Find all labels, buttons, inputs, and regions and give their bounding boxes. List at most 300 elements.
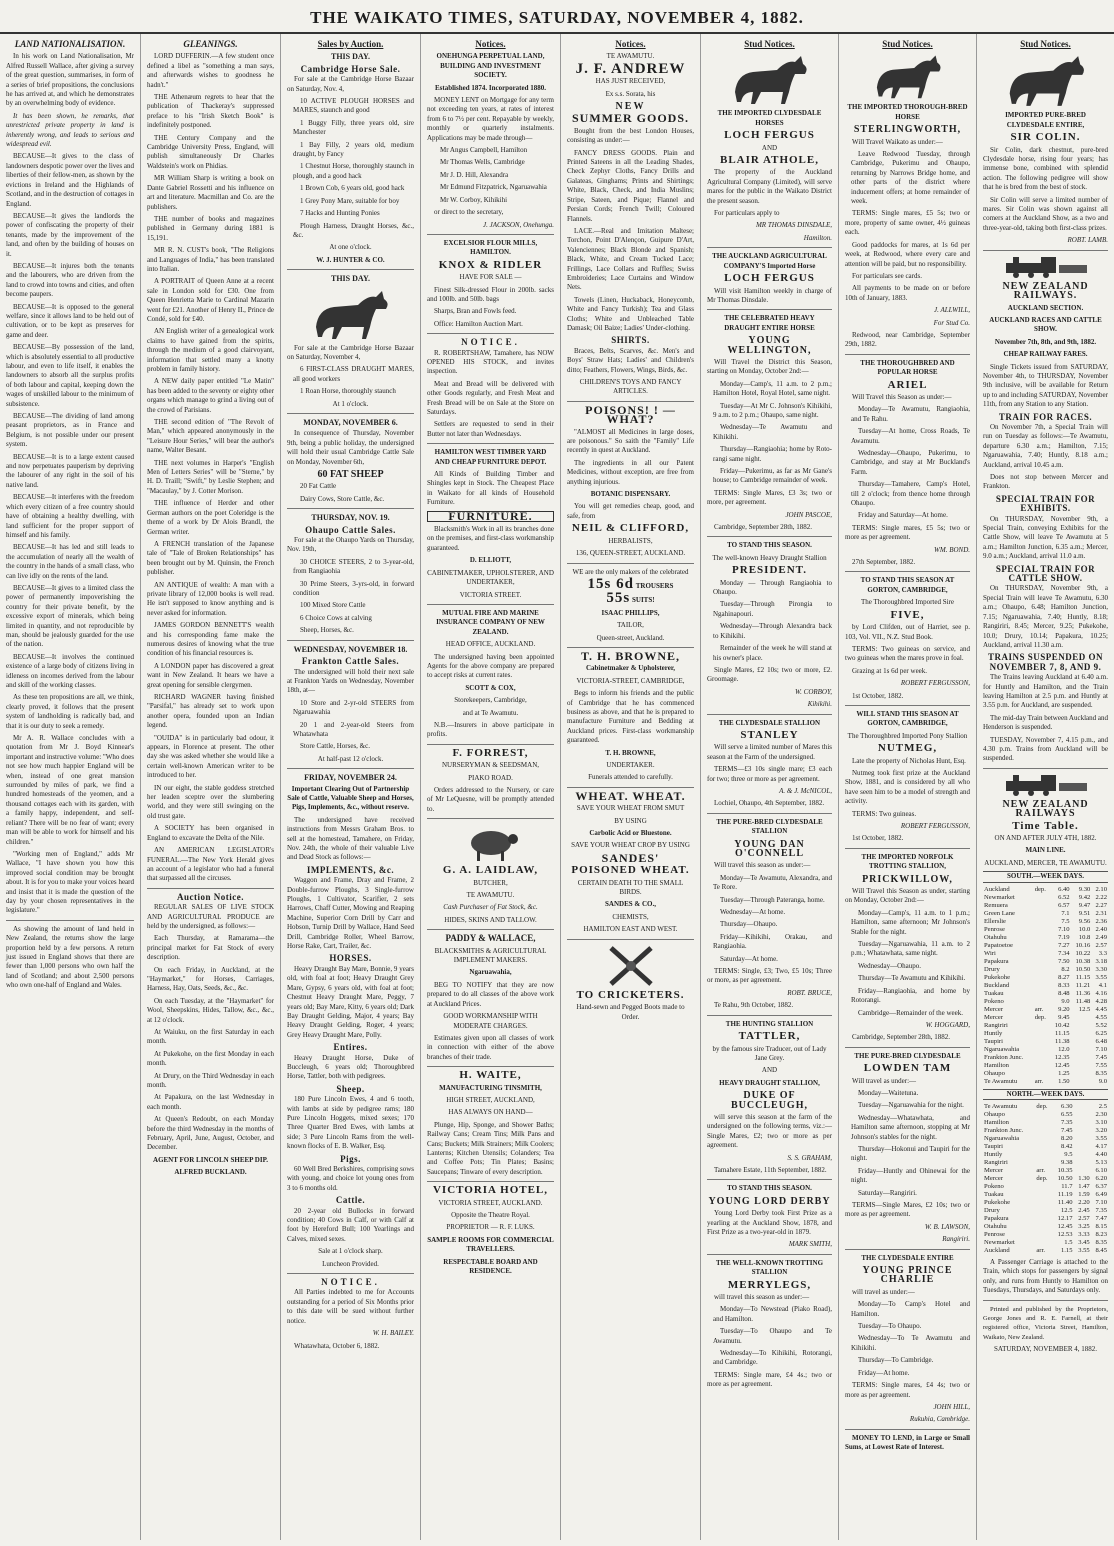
table-cell (1034, 990, 1050, 998)
table-cell: Papakura (984, 957, 1009, 965)
paragraph: Grazing at 1s 6d per week. (852, 666, 928, 675)
table-cell: 1.15 (1060, 1247, 1073, 1255)
table-row (983, 1159, 1108, 1167)
table-cell (1035, 1127, 1052, 1135)
table-cell: 12.45 (1057, 1223, 1073, 1231)
list-item: At Pukekohe, on the first Monday in each month. (147, 1049, 274, 1068)
list-item: Thursday—Tamahere, Camp's Hotel, till 2 o'clock; from thence home through Ohaupo. (851, 480, 970, 508)
signature: J. JACKSON, Onehunga. (483, 220, 554, 229)
note-line: Funerals attended to carefully. (588, 773, 673, 782)
table-cell: Mercer (984, 1175, 1004, 1183)
table-cell (1035, 1159, 1052, 1167)
table-cell: 9.47 (1078, 901, 1091, 909)
paragraph: Begs to inform his friends and the public of Cambridge that he has commenced business as above, and that he is prepared to manufacture Furniture and Bedding at Auckland prices. First-class workmanship guaranteed. (567, 689, 694, 745)
section-heading: Notices. (475, 39, 506, 49)
column-stud-and-railways (976, 34, 1114, 1540)
table-cell (1034, 974, 1050, 982)
stud-heading: TO STAND THIS SEASON. (727, 541, 812, 550)
paragraph: Braces, Belts, Scarves, &c. Men's and Boys' Straw Hats; Ladies' and Children's ditto; Feathers, Flowers, Wings, Birds, &c. (567, 346, 694, 374)
table-row (983, 1239, 1108, 1247)
table-cell (1034, 934, 1050, 942)
table-cell: 11.48 (1075, 997, 1091, 1005)
stud-heading: THE IMPORTED THOROUGH-BRED HORSE (847, 103, 968, 121)
list-item: Monday—To Newstead (Piako Road), and Hamilton. (713, 1305, 832, 1323)
table-cell: Huntly (984, 1151, 1003, 1159)
list-item: A NEW daily paper entitled "Le Matin" has been added to the seventy or eighty other organs which manage to grind a living out of the crowd of Parisians. (147, 377, 274, 414)
table-cell: 2.27 (1095, 901, 1107, 909)
note-line: CERTAIN DEATH TO THE SMALL BIRDS. (577, 878, 684, 897)
trousers-label: TROUSERS (635, 581, 674, 590)
table-cell: 8.23 (1095, 1231, 1107, 1239)
sale-heading: Ohaupo Cattle Sales. (305, 524, 396, 535)
table-cell: Drury (984, 1207, 1000, 1215)
paragraph: For sale at the Ohaupo Yards on Thursday, Nov. 19th, (287, 536, 414, 554)
sheep-engraving-icon (461, 823, 521, 863)
table-cell: 11.36 (1075, 989, 1091, 997)
paragraph: by Lord Clifden, out of Harriet, see p. 103, Vol. VII., N.Z. Stud Book. (845, 623, 970, 641)
agent-line: AGENT FOR LINCOLN SHEEP DIP. (153, 1155, 268, 1164)
itinerary-list (707, 579, 832, 663)
horse-name: YOUNG PRINCE CHARLIE (862, 1265, 953, 1286)
list-item: Thursday—Rangiaohia; home by Roto-rangi same night. (713, 445, 832, 463)
table-cell: 5.13 (1095, 1159, 1107, 1167)
table-cell: 9.51 (1078, 909, 1091, 917)
table-cell: 9.30 (1078, 885, 1091, 893)
notice-heading: NOTICE. (461, 337, 520, 348)
table-cell: 3.3 (1098, 949, 1107, 957)
terms-line: TERMS: Single mare, £4 4s.; two or more as per agreement. (707, 1370, 832, 1389)
signature: ROBERT FERGUSSON, (900, 822, 970, 830)
signature: J. ALLWILL, (934, 306, 970, 315)
list-item: A LONDON paper has discovered a great want in New Zealand. It hears we have a great opening for sensible clergymen. (147, 661, 274, 689)
table-cell: arr. (1034, 1077, 1044, 1085)
paragraph: Will serve a limited number of Mares this season at the Farm of the undersigned. (707, 743, 832, 761)
paragraph: BEG TO NOTIFY that they are now prepared to do all classes of the above work at Auckland Prices. (427, 980, 554, 1008)
horse-name: LOCH FERGUS (724, 129, 815, 142)
itinerary-list (845, 909, 970, 1018)
table-cell (1034, 950, 1050, 958)
table-row (983, 1167, 1108, 1175)
table-cell (1035, 1191, 1052, 1199)
list-item: Wednesday—Ohaupo, Pukerimu, to Cambridge, and stay at Mr Buckland's Farm. (851, 449, 970, 476)
paragraph: In his work on Land Nationalisation, Mr Alfred Russell Wallace, after giving a survey of the great question, summarises, in form of a series of brief propositions, the conclusions he has arrived at, and which he demonstrates by an overwhelming body of evidence. (6, 52, 134, 108)
note-line: Hand-sewn and Pegged Boots made to Order. (576, 1003, 685, 1021)
table-cell: 7.10 (1095, 1199, 1107, 1207)
horse-name: LOWDEN TAM (863, 1062, 952, 1075)
table-cell (1035, 1231, 1052, 1239)
signature: ALFRED BUCKLAND. (174, 1168, 247, 1177)
note-line: Carbolic Acid or Bluestone. (589, 829, 672, 838)
table-cell: 8.33 (1058, 981, 1070, 989)
railways-heading: NEW ZEALAND RAILWAYS. (1002, 280, 1089, 302)
table-cell (1071, 1046, 1092, 1054)
list-item: THE second edition of "The Revolt of Man," which appeared anonymously in the "Leisure Hour Series," will bear the author's name, Walter Besant. (147, 418, 274, 455)
table-cell: 12.45 (1054, 1061, 1070, 1069)
address-line: HAMILTON EAST AND WEST. (583, 925, 678, 934)
signature: WM. BOND. (934, 545, 970, 554)
list-item: Remainder of the week he will stand at his owner's place. (713, 644, 832, 662)
table-cell: 10.50 (1057, 1175, 1073, 1183)
paragraph: Sir Colin, dark chestnut, pure-bred Clydesdale horse, rising four years; has immense bone, combined with splendid action. The following pedigree will show that he is bred from the best of stock. (983, 145, 1108, 192)
table-cell: Pokeno (984, 1183, 1004, 1191)
table-cell: 12.17 (1057, 1215, 1073, 1223)
table-cell: 8.48 (1058, 989, 1070, 997)
paragraph: BECAUSE—It interferes with the freedom which every citizen of a free country should have of obtaining a healthy dwelling, with land sufficient for the proper support of himself and his family. (6, 493, 134, 539)
paragraph: Will Travel Waikato as under:— (852, 137, 943, 146)
table-cell: 4.45 (1095, 1005, 1107, 1013)
paragraph: will travel this season as under:— (714, 1293, 810, 1302)
paragraph: On November 7th, a Special Train will run on Tuesday as follows:—Te Awamutu, departure 6.30 a.m.; Hamilton, 7.15; Ngaruawahia, 7.40; Huntly, 8.18 a.m.; Auckland, arrival 10.45 a.m. (983, 422, 1108, 469)
paragraph: As these ten propositions are all, we think, clearly proved, it follows that the present system of landholding is radically bad, and that it is our duty to seek a remedy. (6, 693, 134, 730)
list-item: MR William Sharp is writing a book on Dante Gabriel Rossetti and his influence on art and literature. Macmillan and Co. are the publishers. (147, 174, 274, 211)
column-land-nationalisation (0, 34, 140, 1540)
table-cell: 8.20 (1060, 1135, 1073, 1143)
paragraph: FANCY DRESS GOODS. Plain and Printed Sateens in all the Leading Shades, Check Zephyr Cloths, Fancy Drills and Galateas, Ginghams; Prints and Shirtings; White, Black, Check, and India Muslins; Stripe, Sateen, and Pique; Flannel and Persian Cords; French Twill; Coloured Flannels. (567, 148, 694, 223)
table-cell (1034, 902, 1050, 910)
paragraph: Does not stop between Mercer and Frankton. (983, 473, 1108, 491)
table-cell: Ohaupo (984, 1069, 1005, 1077)
locomotive-icon (1001, 255, 1091, 279)
firm-name: H. WAITE, (459, 1069, 522, 1082)
horse-name: NUTMEG, (877, 742, 938, 755)
stud-heading: THE PURE-BRED CLYDESDALE STALLION (716, 817, 823, 836)
table-cell: Huntly (984, 1029, 1003, 1037)
address-line: and at Te Awamutu. (462, 708, 519, 717)
paragraph: Orders addressed to the Nursery, or care of Mr LeQuesne, will be promptly attended to. (427, 786, 554, 813)
firm-name: T. H. BROWNE, (605, 748, 656, 757)
terms-line: TERMS—Single Mares, £2 10s; two or more as per agreement. (845, 1201, 970, 1219)
table-row (983, 990, 1108, 998)
paragraph: Bought from the best London Houses, consisting as under:— (567, 126, 694, 145)
paragraph: The property of the Auckland Agricultural Company (Limited), will serve mares for the public in the Waikato District the present season. (707, 168, 832, 205)
lot-list (287, 699, 414, 752)
stud-heading: THE AUCKLAND AGRICULTURAL COMPANY'S Imported Horse (712, 252, 827, 270)
paragraph: Will travel this season as under:— (714, 861, 811, 870)
table-cell (1074, 1127, 1091, 1135)
table-cell (1034, 926, 1050, 934)
table-cell: 6.40 (1058, 885, 1070, 893)
agent-list (427, 146, 554, 205)
table-cell: 10.35 (1057, 1167, 1073, 1175)
note-line: For Stud Co. (933, 318, 970, 327)
sale-heading: Cambridge Horse Sale. (300, 63, 401, 74)
itinerary-list (845, 1300, 970, 1378)
list-item: AN English writer of a genealogical work claims to have gained from the spirits, through the medium of a good clairvoyant, information that settled many a knotty problem in family history. (147, 327, 274, 373)
paragraph: R. ROBERTSHAW, Tamahere, has NOW OPENED HIS STOCK, and invites inspection. (427, 348, 554, 376)
lot-heading: Sheep. (336, 1083, 365, 1094)
table-cell (1034, 966, 1050, 974)
imprint: Printed and published by the Proprietors, George Jones and R. E. Farnell, at their registered office, Victoria Street, Hamilton, Waikato, New Zealand. (983, 1305, 1108, 1341)
table-cell (1074, 1111, 1091, 1119)
table-cell: 8.35 (1095, 1069, 1107, 1077)
table-cell: Ngaruawahia (984, 1135, 1020, 1143)
trousers-price: 15s 6d (587, 575, 634, 592)
list-item: A PORTRAIT of Queen Anne at a recent sale in London sold for £30. One from Queen Henrietta Marie to Cardinal Mazarin went for £21. Another of Henry II., Prince de Condé, sold for £40. (147, 277, 274, 323)
table-row (983, 1006, 1108, 1014)
table-row (983, 1175, 1108, 1183)
stud-heading: THE THOROUGHBRED AND POPULAR HORSE (860, 358, 955, 377)
horse-name: DUKE OF BUCCLEUGH, (731, 1090, 808, 1111)
direction-heading: NORTH.—WEEK DAYS. (983, 1089, 1108, 1100)
list-item: Friday—Rangiaohia, and home by Rotorangi. (851, 986, 970, 1005)
table-cell: Mercer (984, 1005, 1004, 1013)
lot-list (287, 97, 414, 240)
table-cell: Hamilton (984, 1061, 1009, 1069)
paragraph: On THURSDAY, November 9th, a Special Train, conveying Exhibits for the Cattle Show, will leave Te Awamutu at 5 a.m.; Hamilton Junction, 6.35 a.m.; Mercer, 9.0 a.m.; Auckland, arrival 11.0 a.m. (983, 514, 1108, 561)
table-row (983, 950, 1108, 958)
horse-name: SIR COLIN. (1010, 131, 1081, 144)
gleanings-list (147, 52, 274, 883)
hotel-name: VICTORIA HOTEL, (432, 1184, 549, 1197)
line-heading: MAIN LINE. (1025, 846, 1066, 855)
list-item: 30 CHOICE STEERS, 2 to 3-year-old, from Rangiaohia (293, 557, 414, 576)
note-line: The Thoroughbred Imported Pony Stallion (847, 731, 968, 740)
list-item: 1 Roan Horse, thoroughly staunch (300, 387, 396, 396)
itinerary-list (845, 405, 970, 520)
table-row (983, 910, 1108, 918)
horse-engraving-icon (868, 52, 948, 100)
paragraph: Will travel as under:— (852, 1076, 917, 1085)
society-name: ONEHUNGA PERPETUAL LAND, BUILDING AND INVESTMENT SOCIETY. (436, 52, 545, 80)
signature: S. S. GRAHAM, (787, 1153, 832, 1162)
table-cell: Auckland (984, 1247, 1010, 1255)
section-heading: Notices. (615, 39, 646, 49)
trade-line: BUTCHER, (473, 878, 508, 887)
address-line: VICTORIA STREET. (459, 590, 522, 599)
stud-heading: HEAVY DRAUGHT STALLION, (719, 1078, 820, 1087)
lot-list (287, 482, 414, 504)
list-item: Tuesday—Ngaruawahia for the night. (858, 1101, 964, 1110)
list-item: THE next volumes in Harper's "English Men of Letters Series" will be "Sterne," by H. D. Traill; "Swift," by Leslie Stephen; and "Macaulay," by J. Cotter Morison. (147, 458, 274, 495)
horse-name: BLAIR ATHOLE, (720, 154, 819, 167)
paragraph: Good paddocks for mares, at 1s 6d per week, at Redwood, where every care and attention will be paid, but no responsibility. (845, 240, 970, 268)
note-line: PROPRIETOR — R. F. LUKS. (446, 1223, 535, 1232)
list-item: 10 ACTIVE PLOUGH HORSES and MARES, staunch and good (293, 97, 414, 115)
table-cell: 1.5 (1064, 1239, 1073, 1247)
table-cell: 3.30 (1095, 965, 1107, 973)
list-item: 30 Prime Steers, 3-yrs-old, in forward condition (293, 579, 414, 598)
table-row (983, 1054, 1108, 1062)
table-cell: 7.5 (1061, 917, 1070, 925)
table-cell: 11.15 (1075, 973, 1091, 981)
paragraph: BECAUSE—By possession of the land, which is absolutely essential to all productive labour, and even to life itself, it enables the landowners to absorb all the surplus profits of both labour and capital, keeping down the wages of unskilled labour to the minimum of subsistence. (6, 343, 134, 408)
paragraph: All Parties indebted to me for Accounts outstanding for a period of Six Months prior to this date will be sued without further notice. (287, 1288, 414, 1325)
list-item: Saturday—Rangiriri. (858, 1188, 917, 1197)
table-cell: 7.45 (1060, 1127, 1073, 1135)
stud-heading: THE PURE-BRED CLYDESDALE (854, 1051, 961, 1060)
train-heading: SPECIAL TRAIN FOR EXHIBITS. (995, 493, 1096, 514)
table-cell (1035, 1183, 1052, 1191)
paragraph: BECAUSE—It injures both the tenants and the labourers, who are driven from the land to crowd into towns and cities, and often become paupers. (6, 261, 134, 299)
paragraph: Towels (Linen, Huckaback, Honeycomb, White and Fancy Turkish); Tea and Glass Cloths; White and Unbleached Table Damask; Oil Baize; Ladies' Under-clothing. (567, 295, 694, 332)
note-line: BY USING (614, 816, 647, 825)
table-row (983, 998, 1108, 1006)
table-cell: Pukekohe (984, 973, 1011, 981)
paragraph: Estimates given upon all classes of work in connection with either of the above branches of their trade. (427, 1033, 554, 1061)
table-cell: 2.5 (1098, 1103, 1107, 1111)
table-cell: 9.42 (1078, 893, 1091, 901)
table-cell: 3.55 (1095, 973, 1107, 981)
signature: W. H. BAILEY. (372, 1329, 414, 1338)
timetable-heading: Time Table. (1012, 819, 1079, 832)
table-row (983, 1078, 1108, 1086)
stud-heading: WILL STAND THIS SEASON AT GORTON, CAMBRIDGE, (856, 709, 959, 728)
table-row (983, 1014, 1108, 1022)
table-cell: 6.10 (1095, 1167, 1107, 1175)
table-cell (1071, 1038, 1092, 1046)
trade-line: UNDERTAKER. (606, 761, 655, 769)
note-line: Opposite the Theatre Royal. (451, 1211, 530, 1219)
table-cell: 8.27 (1058, 973, 1070, 981)
stud-heading: THE CLYDESDALE STALLION (718, 718, 821, 727)
table-cell: Tuakau (984, 1191, 1004, 1199)
paragraph: The mid-day Train between Auckland and Henderson is suspended. (983, 713, 1109, 732)
table-cell: Tuakau (984, 989, 1004, 997)
table-row (983, 1127, 1108, 1135)
horse-name: ARIEL (887, 378, 928, 391)
table-cell: 9.38 (1060, 1159, 1073, 1167)
list-item: Tuesday—At Mr C. Johnson's Kihikihi, 9 a.m. to 2 p.m.; Ohaupo, same night. (713, 401, 832, 419)
stud-heading: THE IMPORTED NORFOLK TROTTING STALLION, (861, 852, 954, 871)
signature: JOHN HILL, (933, 1402, 970, 1411)
table-cell: 9.0 (1061, 997, 1070, 1005)
list-item: 20 Fat Cattle (300, 482, 337, 491)
table-cell: 2.40 (1095, 925, 1107, 933)
signature: ROBT. BRUCE, (787, 988, 832, 997)
table-cell: Drury (984, 965, 1000, 973)
paragraph: Sharps, Bran and Fowls feed. (434, 307, 517, 316)
table-row (983, 1215, 1108, 1223)
note-line: Ex s.s. Sorata, his (605, 89, 656, 98)
table-cell: 7.27 (1058, 941, 1070, 949)
table-cell (1034, 1046, 1050, 1054)
table-cell: 10.22 (1075, 949, 1091, 957)
note-line: The well-known Heavy Draught Stallion (712, 553, 827, 562)
column-stud-notices-1 (700, 34, 838, 1540)
trade-line: CHEMISTS, (612, 912, 649, 921)
table-cell: 12.5 (1060, 1207, 1073, 1215)
note-line: The Thoroughbred Imported Sire (861, 598, 954, 607)
lot-list (287, 558, 414, 636)
paragraph: On THURSDAY, November 9th, a Special Train will leave Te Awamutu, 6.30 a.m.; Ohaupo, 6.48; Hamilton Junction, 7.15; Ngaruawahia, 7.40; Huntly, 8.18; Rangiriri, 8.45; Mercer, 9.25; Pukekohe, 10.0; Drury, 10.14; Papakura, 10.25; Auckland, arrival 11.30 a.m. (983, 584, 1108, 649)
table-cell: 1.30 (1078, 1175, 1090, 1183)
list-item: Wednesday—To Kihikihi, Rotorangi, and Cambridge. (713, 1349, 832, 1367)
table-cell: 12.35 (1054, 1053, 1070, 1061)
table-cell: 2.20 (1078, 1199, 1090, 1207)
note-line: AND (761, 1066, 778, 1075)
paragraph: Finest Silk-dressed Flour in 200lb. sacks and 100lb. and 50lb. bags (427, 285, 554, 303)
table-cell (1071, 1022, 1092, 1030)
table-row (983, 1183, 1108, 1191)
auction-heading: Auction Notice. (177, 891, 244, 902)
lot-headline: 60 FAT SHEEP (317, 469, 384, 480)
lot-heading: HORSES. (329, 953, 372, 964)
table-cell: Taupiri (984, 1143, 1003, 1151)
table-cell: 2.31 (1095, 909, 1107, 917)
address-line: VICTORIA-STREET, CAMBRIDGE, (576, 676, 685, 685)
table-cell: 2.30 (1095, 1111, 1107, 1119)
list-item: Friday and Saturday—At home. (858, 511, 948, 520)
cricket-bats-icon (601, 944, 661, 988)
signature: MARK SMITH, (788, 1240, 832, 1249)
signature: W. CORBOY, (794, 687, 832, 696)
date-line: 1st October, 1882. (852, 691, 904, 700)
train-heading: TRAIN FOR RACES. (998, 411, 1093, 422)
list-item: At Drury, on the Third Wednesday in each month. (147, 1071, 274, 1090)
table-cell: 7.34 (1058, 949, 1070, 957)
table-cell: 8.42 (1060, 1143, 1073, 1151)
paragraph: BECAUSE—It gives to the class of landowners despotic power over the lives and liberties of their fellow-men, as shown by the evictions in Ireland and the Highlands of Scotland, and in the destruction of cottages in England. (6, 152, 134, 208)
table-cell: Rangiriri (984, 1021, 1008, 1029)
list-item: Monday—Waitetuna. (858, 1088, 919, 1097)
date-heading: MONDAY, NOVEMBER 6. (303, 417, 398, 427)
table-cell: Buckland (984, 981, 1010, 989)
table-cell: 5.52 (1095, 1021, 1107, 1029)
table-cell: 10.50 (1075, 965, 1091, 973)
address-line: HIGH STREET, AUCKLAND, (446, 1095, 535, 1104)
table-cell (1074, 1119, 1091, 1127)
list-item: 1 Buggy Filly, three years old, sire Manchester (293, 118, 414, 137)
address-line: 136, QUEEN-STREET, AUCKLAND. (575, 549, 686, 558)
note-line: ON AND AFTER JULY 4TH, 1882. (994, 834, 1097, 842)
date-line: 1st October, 1882. (852, 834, 904, 843)
table-cell: 7.47 (1095, 1215, 1107, 1223)
masthead: THE WAIKATO TIMES, SATURDAY, NOVEMBER 4, 1882. (0, 0, 1114, 34)
paragraph: Will Travel this Season as under:— (852, 392, 952, 401)
table-cell: 3.20 (1095, 1127, 1107, 1135)
terms-line: Single Mares, £2 10s; two or more, £2. Groomage. (707, 665, 832, 684)
terms-line: TERMS: Two guineas. (852, 809, 917, 818)
table-cell (1035, 1119, 1052, 1127)
paragraph: 20 2-year old Bullocks in forward condition; 40 Cows in Calf, or with Calf at foot by Hereford Bull; 100 Yearlings and Calves, mixed sexes. (287, 1206, 414, 1243)
list-item: THE Athenæum regrets to hear that the publication of Thackeray's suppressed preface to his "Irish Sketch Book" is indefinitely postponed. (147, 93, 274, 130)
date-heading: THIS DAY. (331, 274, 370, 284)
horse-name: PRICKWILLOW, (862, 873, 953, 885)
note-line: by the famous sire Traducer, out of Lady Jane Grey. (712, 1044, 827, 1062)
direction-heading: SOUTH.—WEEK DAYS. (983, 871, 1108, 882)
table-cell: dep. (1036, 1103, 1048, 1111)
table-cell: 2.10 (1095, 885, 1107, 893)
table-cell: dep. (1034, 1013, 1046, 1021)
paragraph: Single Tickets issued from SATURDAY, November 4th, to THURSDAY, November 9th inclusive, will be available for Return up to and including SATURDAY, November 11th, from any Station to any Station. (983, 362, 1108, 409)
paragraph: You will get remedies cheap, good, and safe, from (567, 502, 694, 520)
table-cell: 11.21 (1075, 981, 1091, 989)
table-cell: Newmarket (984, 893, 1015, 901)
table-row (983, 1062, 1108, 1070)
table-row (983, 982, 1108, 990)
table-cell: 2.49 (1095, 933, 1107, 941)
list-item: THE influence of Herder and other German authors on the poet Coleridge is the theme of a work by Dr Alois Brandl, the German writer. (147, 499, 274, 536)
paragraph: Will Travel this Season as under, starting on Monday, October 2nd:— (845, 887, 970, 905)
list-item: Tuesday—Ngaruawahia, 11 a.m. to 2 p.m.; Whatawhata, same night. (851, 940, 970, 958)
table-row (983, 1231, 1108, 1239)
table-row (983, 1247, 1108, 1255)
firm-name: T. H. BROWNE, (580, 648, 681, 663)
section-heading: Sales by Auction. (317, 39, 384, 49)
list-item: IN our eight, the stable goddess stretched her leaden sceptre over the slumbering world, and they were still swinging on the old trust gate. (147, 783, 274, 820)
list-item: Tuesday—To Ohaupo and Te Awamutu. (713, 1327, 832, 1345)
section-line: AUCKLAND SECTION. (1007, 303, 1084, 312)
date-line: Whatawhata, October 6, 1882. (294, 1341, 380, 1350)
paragraph: Mr A. R. Wallace concludes with a quotation from Mr J. Boyd Kinnear's important and instructive volume: "Who does not see how much happier England will be when, instead of one great mansion surrounded by miles of park, we find a hundred homesteads of the yeomen, and a thousand cottages each with its garden, with a family happy, independent, and self-reliant? There will be no fear of want; every man will be able to work for himself and his children." (6, 734, 134, 846)
list-item: A FRENCH translation of the Japanese tale of "Tale of Broken Relationships" has been brought out by M. Quinsin, the French publisher. (147, 539, 274, 577)
table-row (983, 1046, 1108, 1054)
table-row (983, 1070, 1108, 1078)
table-cell: 11.7 (1061, 1183, 1073, 1191)
terms-line: TERMS: Two guineas on service, and two guineas when the mares prove in foal. (845, 644, 970, 663)
trade-line: HERBALISTS, (608, 536, 653, 545)
lot-heading: Entires. (333, 1042, 368, 1053)
